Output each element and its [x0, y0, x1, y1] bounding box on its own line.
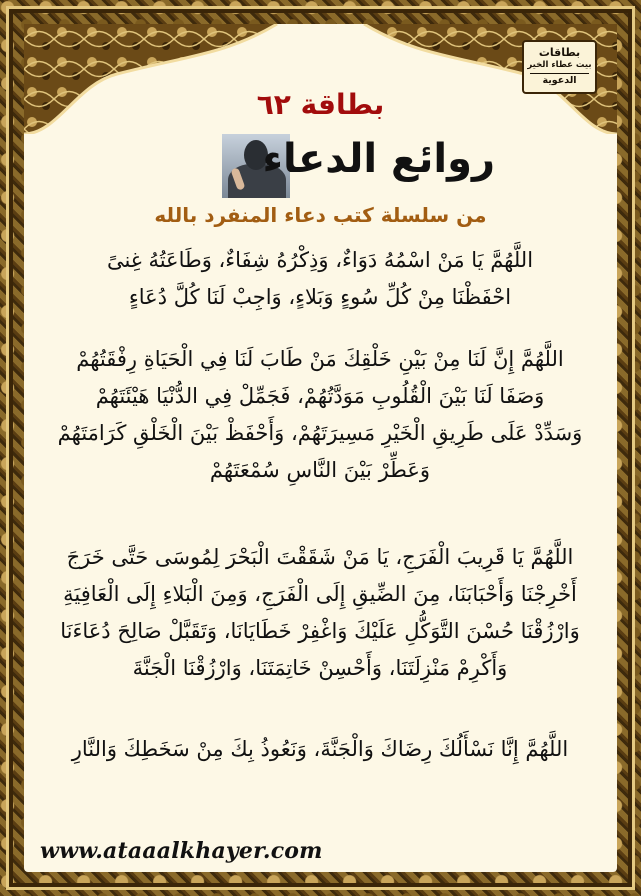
- dua-paragraph-3: [40, 539, 600, 687]
- dua-paragraph-4: [40, 731, 600, 768]
- dua-line: وَعَطِّرْ بَيْنَ النَّاسِ سُمْعَتَهُمْ: [209, 458, 431, 482]
- publisher-logo: [522, 40, 597, 94]
- dua-line: وَارْزُقْنَا حُسْنَ التَّوَكُّلِ عَلَيْكَ وَاغْفِرْ خَطَايَانَا، وَتَقَبَّلْ صَالِحَ دُعَاءَنَا: [60, 619, 580, 643]
- title-row: [195, 128, 495, 196]
- logo-line-2: بيت عطاء الخير: [527, 60, 592, 70]
- dua-paragraph-1: [40, 242, 600, 316]
- series-subtitle: من سلسلة كتب دعاء المنفرد بالله: [154, 203, 487, 227]
- page-title: روائع الدعاء: [262, 136, 495, 182]
- dua-line: اللَّهُمَّ يَا قَرِيبَ الْفَرَجِ، يَا مَنْ شَقَقْتَ الْبَحْرَ لِمُوسَى حَتَّى خَرَجَ: [66, 545, 574, 569]
- dua-line: اللَّهُمَّ إِنَّ لَنَا مِنْ بَيْنِ خَلْقِكَ مَنْ طَابَ لَنَا فِي الْحَيَاةِ رِفْقَتُهُمْ: [76, 347, 564, 371]
- dua-line: اللَّهُمَّ إِنَّا نَسْأَلُكَ رِضَاكَ وَالْجَنَّةَ، وَنَعُوذُ بِكَ مِنْ سَخَطِكَ وَالنَّارِ: [71, 737, 569, 761]
- dua-line: احْفَظْنَا مِنْ كُلِّ سُوءٍ وَبَلاءٍ، وَاجِبْ لَنَا كُلَّ دُعَاءٍ: [128, 285, 512, 309]
- dua-line: اللَّهُمَّ يَا مَنْ اسْمُهُ دَوَاءٌ، وَذِكْرُهُ شِفَاءٌ، وَطَاعَتُهُ غِنىً: [106, 248, 534, 272]
- dua-line: وَصَفَا لَنَا بَيْنَ الْقُلُوبِ مَوَدَّتُهُمْ، فَجَمِّلْ فِي الدُّنْيَا هَيْئَتَهُمْ: [95, 384, 545, 408]
- logo-line-3: الدعوية: [530, 73, 589, 87]
- dua-line: وَأَكْرِمْ مَنْزِلَتَنَا، وَأَحْسِنْ خَاتِمَتَنَا، وَارْزُقْنَا الْجَنَّةَ: [132, 656, 508, 680]
- website-link[interactable]: www.ataaalkhayer.com: [40, 838, 323, 864]
- logo-line-1: بطاقات: [538, 46, 581, 59]
- dua-line: وَسَدِّدْ عَلَى طَرِيقِ الْخَيْرِ مَسِيرَتَهُمْ، وَأَحْفَظْ بَيْنَ الْخَلْقِ كَرَامَتَهُمْ: [57, 421, 583, 445]
- card-number: بطاقة ٦٢: [256, 88, 385, 121]
- dua-line: أَخْرِجْنَا وَأَحْبَابَنَا، مِنَ الضِّيقِ إِلَى الْفَرَجِ، وَمِنَ الْبَلاءِ إِلَى الْعَافِيَةِ: [63, 582, 577, 606]
- dua-paragraph-2: [40, 341, 600, 489]
